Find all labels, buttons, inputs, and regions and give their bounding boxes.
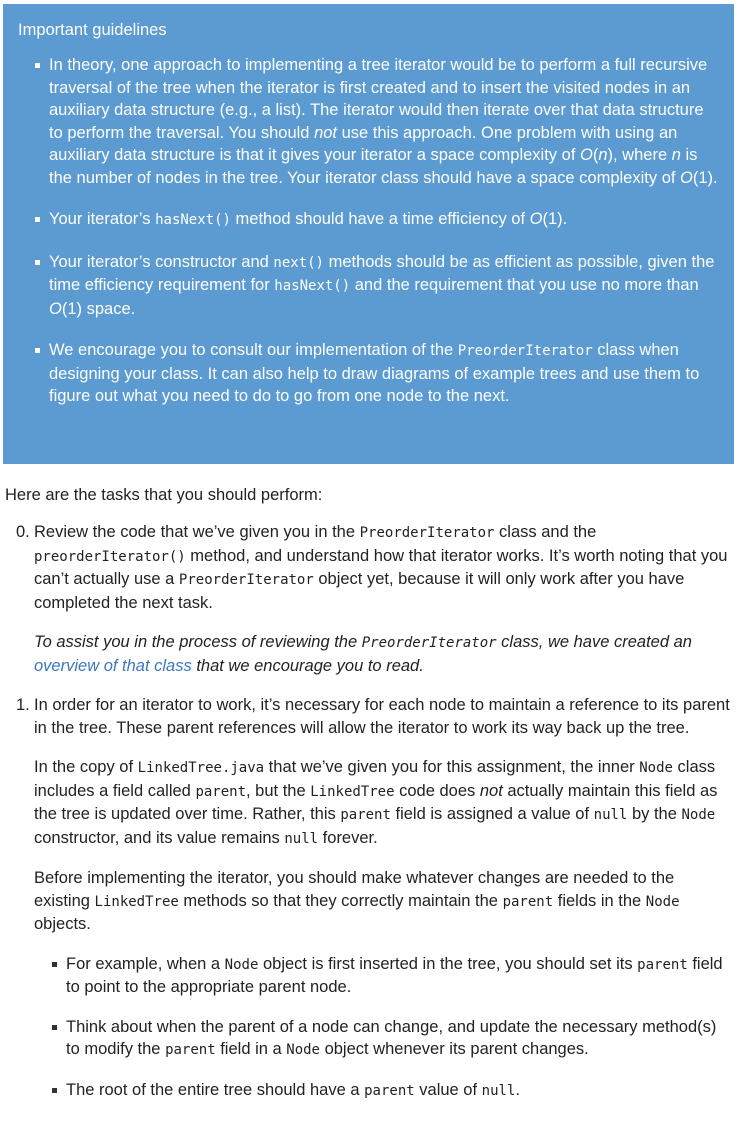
code: parent — [195, 783, 247, 800]
guidelines-list — [18, 54, 720, 408]
task-1-paragraph: In order for an iterator to work, it’s necessary for each node to maintain a reference to its parent in the tree. These parent references will allow the iterator to work its way back up the tree. — [34, 696, 730, 737]
text: (1). — [542, 210, 568, 228]
text: (1). — [692, 168, 718, 187]
bullet-icon — [52, 962, 57, 967]
code: PreorderIterator — [359, 525, 495, 541]
guideline-constructor-next — [18, 251, 720, 321]
code: PreorderIterator — [457, 343, 593, 359]
text: object yet, because it will only work after you have completed the next task. — [34, 570, 685, 612]
text: methods should be as efficient as possible, given the time efficiency requirement for — [49, 252, 715, 294]
task-1-sublist — [34, 953, 734, 1103]
code: preorderIterator() — [34, 548, 186, 565]
text: by the — [627, 805, 682, 823]
overview-link[interactable]: overview of that class — [34, 656, 192, 675]
text: and the requirement that you use no more than — [350, 276, 699, 294]
emphasis: n — [671, 146, 681, 164]
text: , but the — [246, 781, 311, 800]
code: Node — [286, 1042, 320, 1058]
bullet-icon — [35, 348, 40, 353]
text: Review the code that we’ve given you in the — [34, 523, 360, 541]
task-0-note — [34, 631, 734, 677]
emphasis: O — [579, 146, 593, 164]
code: PreorderIterator — [178, 572, 314, 588]
text: class when designing your class. It can also help to draw diagrams of example trees and use them to figure out what you need to do to go from one node to the next. — [49, 341, 700, 405]
text: field is assigned a value of — [390, 805, 594, 823]
text: code does — [394, 781, 480, 800]
code: next() — [273, 254, 324, 271]
emphasis: O — [680, 168, 693, 187]
task-0 — [16, 521, 734, 677]
text: field in a — [215, 1040, 287, 1058]
text: that we encourage you to read. — [191, 656, 424, 675]
code: LinkedTree — [94, 893, 179, 910]
task-list — [16, 521, 734, 1119]
text: Before implementing the iterator, you should make whatever changes are needed to the existing — [34, 869, 675, 910]
text: constructor, and its value remains — [34, 828, 285, 847]
guideline-preorder — [18, 339, 720, 408]
sublist-item — [34, 953, 734, 999]
bullet-icon — [35, 217, 40, 222]
text: class and the — [494, 523, 597, 541]
text: object is first inserted in the tree, you should set its — [258, 954, 638, 973]
text: (1) space. — [61, 299, 136, 318]
text: method should have a time efficiency of — [230, 210, 530, 228]
guideline-space-complexity — [18, 54, 720, 189]
text: use this approach. One problem with using an auxiliary data structure is that it gives your iterator a space complexity of — [49, 123, 678, 164]
text: fields in the — [553, 891, 646, 910]
task-number: 0. — [16, 523, 30, 541]
task-number: 1. — [16, 696, 30, 714]
code: parent — [364, 1082, 415, 1099]
tasks-intro: Here are the tasks that you should perform: — [5, 486, 323, 504]
code: Node — [681, 807, 716, 823]
code: parent — [340, 807, 391, 823]
text: Your iterator’s — [49, 210, 156, 228]
code: null — [284, 830, 319, 847]
bullet-icon — [52, 1025, 57, 1030]
code: Node — [639, 760, 673, 776]
code: null — [593, 807, 628, 823]
guidelines-box — [3, 4, 734, 464]
emphasis: O — [49, 299, 62, 318]
text: that we’ve given you for this assignment, the inner — [264, 758, 640, 776]
text: Think about when the parent of a node can change, and update the necessary method(s) to modify the — [66, 1017, 717, 1058]
code: LinkedTree — [310, 783, 395, 800]
guidelines-title: Important guidelines — [18, 21, 167, 39]
text: ), where — [607, 146, 672, 164]
sublist-item — [34, 1016, 734, 1062]
code: Node — [645, 893, 680, 910]
task-1-paragraph — [34, 756, 734, 850]
bullet-icon — [35, 260, 40, 265]
text: actually maintain this field as the tree is updated over time. Rather, this — [34, 781, 718, 823]
task-1 — [16, 694, 734, 1102]
text: . — [515, 1080, 520, 1099]
sublist-item — [34, 1079, 734, 1103]
task-1-paragraph — [34, 867, 734, 936]
guideline-hasnext — [18, 208, 720, 232]
code: parent — [165, 1042, 216, 1058]
text: is the number of nodes in the tree. Your iterator class should have a space complexity of — [49, 146, 698, 187]
bullet-icon — [35, 63, 40, 68]
emphasis: not — [314, 123, 338, 142]
code: hasNext() — [274, 278, 351, 294]
text: objects. — [34, 915, 91, 933]
text: The root of the entire tree should have a — [66, 1080, 365, 1099]
emphasis: not — [479, 781, 503, 800]
text: class, we have created an — [496, 633, 692, 651]
emphasis: n — [598, 146, 608, 164]
code: null — [481, 1082, 516, 1099]
text: To assist you in the process of reviewing the — [34, 633, 362, 651]
text: Your iterator’s constructor and — [49, 252, 274, 271]
task-0-paragraph — [34, 521, 734, 614]
text: method, and understand how that iterator works. It’s worth noting that you can’t actually use a — [34, 546, 728, 588]
code: LinkedTree.java — [137, 760, 265, 776]
code: Node — [224, 956, 259, 973]
code: hasNext() — [155, 212, 231, 228]
text: In the copy of — [34, 758, 138, 776]
text: We encourage you to consult our implementation of the — [49, 341, 458, 359]
code: PreorderIterator — [361, 635, 497, 651]
text: class includes a field called — [34, 758, 716, 800]
code: parent — [502, 893, 554, 910]
code: parent — [637, 956, 688, 973]
text: ( — [592, 146, 599, 164]
bullet-icon — [52, 1088, 57, 1093]
text: value of — [414, 1080, 482, 1099]
text: field to point to the appropriate parent node. — [66, 954, 723, 996]
emphasis: O — [529, 210, 543, 228]
text: forever. — [318, 828, 378, 847]
text: object whenever its parent changes. — [319, 1040, 589, 1058]
text: For example, when a — [66, 954, 225, 973]
text: methods so that they correctly maintain the — [178, 891, 503, 910]
text: In theory, one approach to implementing a tree iterator would be to perform a full recursive traversal of the tree when the iterator is first created and to insert the visited nodes in an auxiliary data structure (e.g., a list). The iterator would then iterate over that data structure to perform the traversal. You should — [49, 56, 708, 142]
